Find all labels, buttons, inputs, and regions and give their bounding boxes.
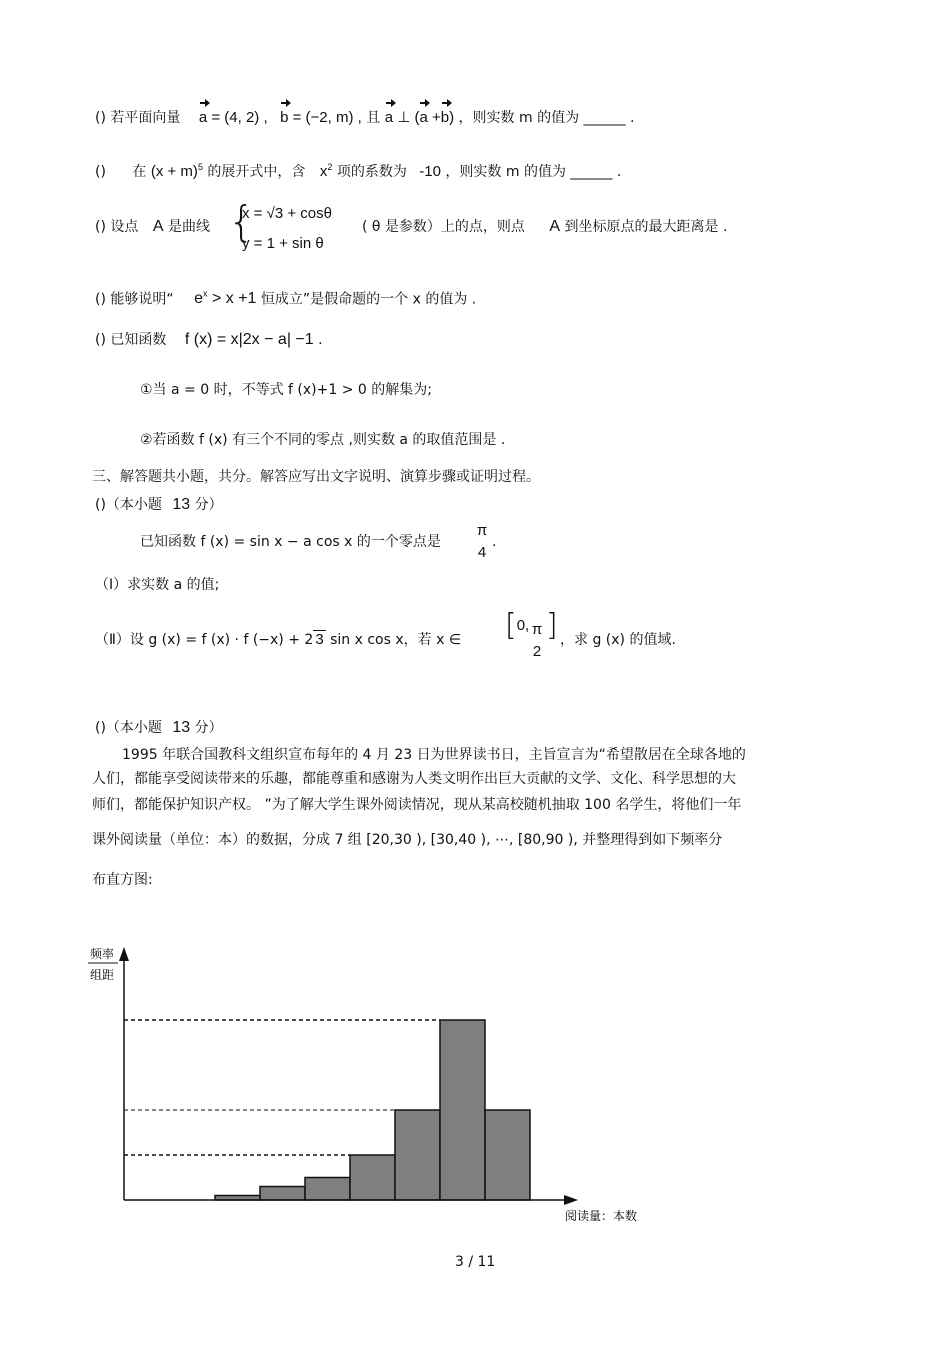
- q16-line-3: 师们，都能保护知识产权。 ”为了解大学生课外阅读情况，现从某高校随机抽取 100 名学生，将他们一年: [92, 797, 742, 813]
- q15-interval-close: ]: [546, 608, 558, 643]
- q11-tail: ( θ 是参数）上的点，则点 A 到坐标原点的最大距离是 .: [362, 218, 728, 235]
- q15-fraction: π 4: [476, 522, 488, 561]
- section-3-heading: 三、解答题共小题，共分。解答应写出文字说明、演算步骤或证明过程。: [92, 469, 540, 485]
- q15-stem: 已知函数 f (x) = sin x − a cos x 的一个零点是: [140, 534, 441, 550]
- question-12: () 能够说明“ $e^x > x +1$ 恒成立”是假命题的一个 x 的值为 .: [95, 289, 477, 308]
- bar-[80,90): [485, 1110, 530, 1200]
- y-label-top: 频率: [90, 947, 115, 961]
- y-label-bottom: 组距: [90, 968, 115, 982]
- bar-[30,40): [260, 1187, 305, 1201]
- q16-line-2: 人们，都能享受阅读带来的乐趣，都能尊重和感谢为人类文明作出巨大贡献的文学、文化、科学思想的大: [92, 771, 736, 787]
- x-axis-arrow: [564, 1195, 578, 1205]
- q16-line-4: 课外阅读量（单位：本）的数据，分成 7 组 [20,30 ), [30,40 ), ⋯, [80,90 ), 并整理得到如下频率分: [92, 832, 723, 848]
- question-13: () 已知函数 f (x) = x|2x − a| −1 .: [95, 331, 323, 348]
- frequency-histogram: [80, 935, 680, 1235]
- bar-[40,50): [305, 1178, 350, 1201]
- question-10: () 在 $(x + m)^5$ 的展开式中，含 $x^2$ 项的系数为 -10 ，则实数 m 的值为 ______ .: [95, 162, 622, 180]
- q15-part2-tail: ，求 g (x) 的值域.: [560, 632, 676, 648]
- q15-part1: （Ⅰ）求实数 a 的值;: [95, 577, 220, 593]
- q16-line-5: 布直方图:: [92, 872, 153, 888]
- q15-part2: （Ⅱ）设 g (x) = f (x) · f (−x) + 2 3 sin x cos x，若 x ∈: [95, 631, 462, 648]
- question-15-header: ()（本小题 13 分）: [95, 496, 223, 513]
- q11-eq2: y = 1 + sin θ: [242, 235, 324, 252]
- q15-interval: [0,: [505, 608, 530, 643]
- q11-eq1: x = √3 + cosθ: [242, 205, 332, 222]
- q13-part1: ①当 a = 0 时，不等式 f (x)+1 > 0 的解集为;: [140, 382, 432, 398]
- y-axis-arrow: [119, 947, 129, 961]
- question-11: () 设点 A 是曲线: [95, 218, 210, 235]
- bar-[50,60): [350, 1155, 395, 1200]
- x-label: 阅读量：本数: [565, 1209, 638, 1223]
- q16-line-1: 1995 年联合国教科文组织宣布每年的 4 月 23 日为世界读书日，主旨宣言为“希望散居在全球各地的: [122, 747, 746, 763]
- bar-[70,80): [440, 1020, 485, 1200]
- question-16-header: ()（本小题 13 分）: [95, 719, 223, 736]
- q15-interval-frac: π 2: [531, 621, 543, 660]
- page-number: 3 / 11: [455, 1254, 496, 1270]
- bar-[60,70): [395, 1110, 440, 1200]
- question-9: () 若平面向量 a = (4, 2) , b = (−2, m) , 且 a ⊥ (a +b) ，则实数 m 的值为 ______ .: [95, 109, 635, 126]
- q13-part2: ②若函数 f (x) 有三个不同的零点 ,则实数 a 的取值范围是 .: [140, 432, 506, 448]
- q15-dot: .: [492, 534, 497, 550]
